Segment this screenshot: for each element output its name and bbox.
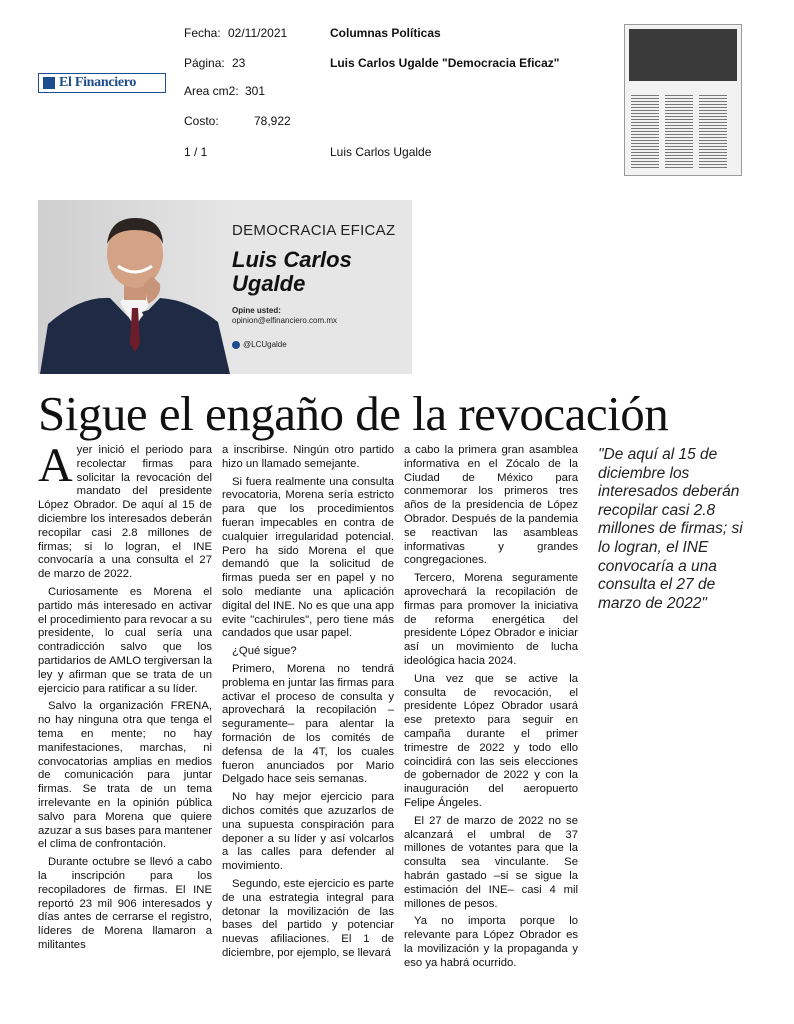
logo-mark-icon <box>43 77 55 89</box>
paragraph: Durante octubre se llevó a cabo la inscripción para los recopiladores de firmas. El INE reportó 23 mil 906 interesados y días antes de cerrarse el registro, líderes de Morena llamaron a militantes <box>38 856 212 951</box>
fecha-value: 02/11/2021 <box>228 26 288 40</box>
logo-text: El Financiero <box>59 75 137 90</box>
author-line: Luis Carlos Ugalde <box>330 145 432 159</box>
paragraph: Ya no importa porque lo relevante para López Obrador es la movilización y la propaganda y eso ya habrá ocurrido. <box>404 915 578 969</box>
twitter-text: @LCUgalde <box>243 340 287 349</box>
banner-author <box>232 248 352 296</box>
paragraph: a inscribirse. Ningún otro partido hizo un llamado semejante. <box>222 444 394 470</box>
page-count: 1 / 1 <box>184 145 208 159</box>
paragraph: El 27 de marzo de 2022 no se alcanzará el umbral de 37 millones de votantes para que la consulta sea vinculante. Se habrán gastado –si se sigue la estimación del INE– casi 4 mil millones de pesos. <box>404 814 578 910</box>
subheading: ¿Qué sigue? <box>232 645 297 658</box>
twitter-icon <box>232 341 240 349</box>
paragraph: Ayer inició el periodo para recolectar firmas para solicitar la revocación del mandato del presidente López Obrador. De aquí al 15 de diciembre los interesados deberán recopilar casi 2.8 millones de firmas; si lo logran, el INE convocaría a una consulta el 27 de marzo de 2022. <box>38 439 212 581</box>
costo-value: 78,922 <box>254 114 291 128</box>
paragraph: Si fuera realmente una consulta revocatoria, Morena sería estricto para que los procedimientos fueran impecables en contra de cualquier irregularidad potencial. Pero ha sido Morena el que demandó que la solicitud de firmas pueda ser en papel y no solo mediante una aplicación digital del INE. No es que una app evite "cachirules", pero tiene más candados que usar papel. <box>222 475 394 640</box>
paragraph: Una vez que se active la consulta de revocación, el presidente López Obrador usará ese pretexto para seguir en campaña durante el primer trimestre de 2022 y todo ello coincidirá con las seis elecciones de gobernador de 2022 y con la inauguración del aeropuerto Felipe Ángeles. <box>404 672 578 809</box>
fecha-label: Fecha: <box>184 26 221 40</box>
paragraph: Segundo, este ejercicio es parte de una estrategia integral para detonar la movilización de las bases del partido y potenciar nuevas afiliaciones. El 1 de diciembre, por ejemplo, se llevará <box>222 877 394 959</box>
opine-label: Opine usted: <box>232 306 281 315</box>
area-label: Area cm2: <box>184 84 239 98</box>
article-column-3 <box>404 444 578 974</box>
paragraph: Curiosamente es Morena el partido más interesado en activar el procedimiento para revocar a su presidente, lo cual sería una contradicción salvo que los partidarios de AMLO tergiversan la ley y afirman que se trata de un ejercicio para ratificar a su líder. <box>38 585 212 695</box>
column-title: Luis Carlos Ugalde "Democracia Eficaz" <box>330 56 560 70</box>
article-column-2 <box>222 444 394 965</box>
pagina-value: 23 <box>232 56 246 70</box>
author-last-name: Ugalde <box>232 271 306 296</box>
page-thumbnail <box>624 24 742 176</box>
costo-label: Costo: <box>184 114 219 128</box>
paragraph: Salvo la organización FRENA, no hay ninguna otra que tenga el tema en mente; no hay manifestaciones, marchas, ni convocatorias amplias en medios de comunicación para juntar firmas. Se trata de un tema irrelevante en la opinión pública salvo para Morena que quiere azuzar a sus bases para mantener el clima de confrontación. <box>38 700 212 851</box>
paragraph: a cabo la primera gran asamblea informativa en el Zócalo de la Ciudad de México para conmemorar los primeros tres años de la presidencia de López Obrador. Después de la pandemia se reactivan las asambleas informativas y grandes congregaciones. <box>404 444 578 567</box>
dropcap: A <box>38 439 73 492</box>
opine-email[interactable]: opinion@elfinanciero.com.mx <box>232 316 338 325</box>
paragraph: No hay mejor ejercicio para dichos comités que azuzarlos de una supuesta conspiración para deponer a su líder y así volcarlos a las calles para defender al movimiento. <box>222 791 394 873</box>
pagina-label: Página: <box>184 56 225 70</box>
paragraph: Tercero, Morena seguramente aprovechará la recopilación de firmas para promover la iniciativa de reforma energética del presidente López Obrador e iniciar así un movimiento de lucha ideológica hacia 2024. <box>404 572 578 667</box>
area-value: 301 <box>245 84 266 98</box>
twitter-handle[interactable] <box>232 340 287 349</box>
headline: Sigue el engaño de la revocación <box>38 386 669 441</box>
author-first-name: Luis Carlos <box>232 247 352 272</box>
pull-quote: "De aquí al 15 de diciembre los interesados deberán recopilar casi 2.8 millones de firmas; si lo logran, el INE convocaría a una consulta el 27 de marzo de 2022" <box>598 446 743 612</box>
column-name: DEMOCRACIA EFICAZ <box>232 222 396 239</box>
author-photo <box>40 204 230 374</box>
paragraph: Primero, Morena no tendrá problema en juntar las firmas para activar el proceso de consulta y aprovechará la recopilación –seguramente– para alentar la formación de los comités de defensa de la 4T, los cuales fueron anunciados por Mario Delgado hace seis semanas. <box>222 662 394 786</box>
section-name: Columnas Políticas <box>330 26 441 40</box>
article-column-1 <box>38 439 212 957</box>
newspaper-logo <box>38 73 166 93</box>
opine-block <box>232 306 337 326</box>
